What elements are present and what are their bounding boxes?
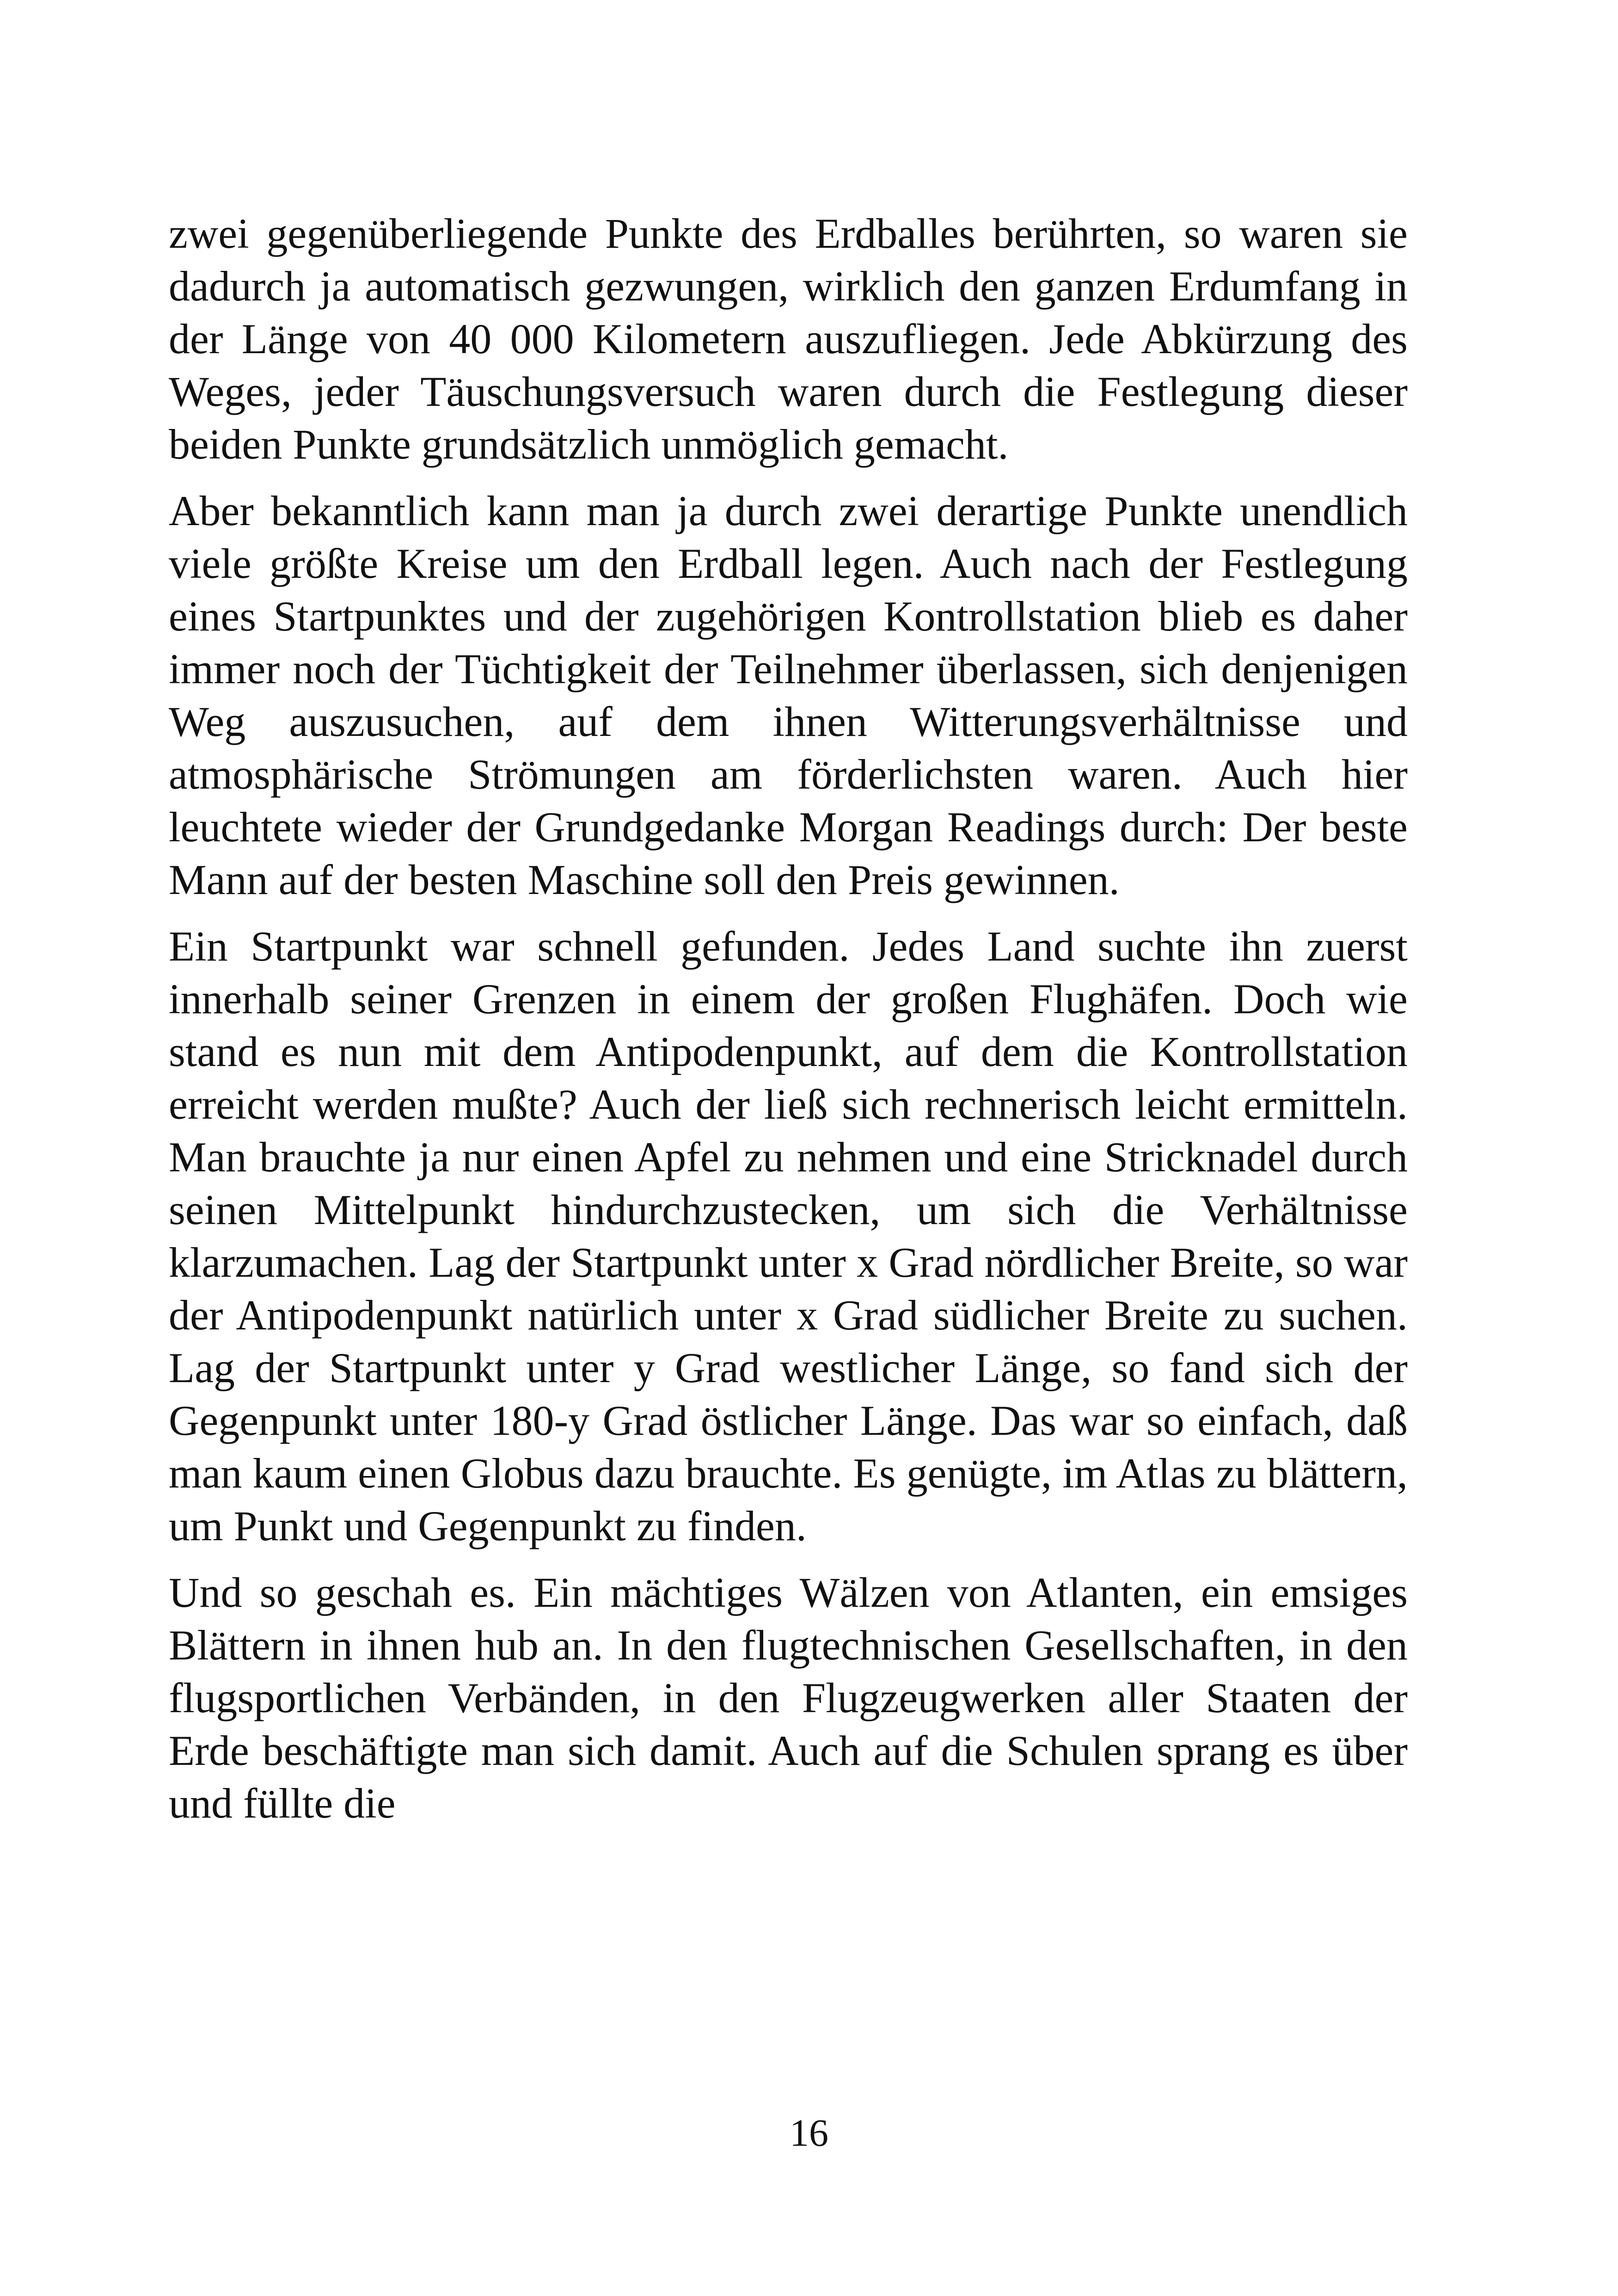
paragraph-2: Aber bekanntlich kann man ja durch zwei derartige Punkte unendlich viele größte Kreise um den Erdball legen. Auch nach der Festlegung eines Startpunktes und der zugehörigen Kontrollstation blieb es daher immer noch der Tüchtigkeit der Teilnehmer überlassen, sich denjenigen Weg auszusuchen, auf dem ihnen Witterungsverhältnisse und atmosphärische Strömungen am förderlichsten waren. Auch hier leuchtete wieder der Grundgedanke Morgan Readings durch: Der beste Mann auf der besten Maschine soll den Preis gewinnen. [169, 487, 1408, 903]
paragraph-1: zwei gegenüberliegende Punkte des Erdballes berührten, so waren sie dadurch ja automatisch gezwungen, wirklich den ganzen Erdumfang in der Länge von 40 000 Kilometern auszufliegen. Jede Abkürzung des Weges, jeder Täuschungsversuch waren durch die Festlegung dieser beiden Punkte grundsätzlich unmöglich gemacht. [169, 210, 1408, 468]
paragraph-4: Und so geschah es. Ein mächtiges Wälzen von Atlanten, ein emsiges Blättern in ihnen hub an. In den flugtechnischen Gesellschaften, in den flugsportlichen Verbänden, in den Flugzeugwerken aller Staaten der Erde beschäftigte man sich damit. Auch auf die Schulen sprang es über und füllte die [169, 1569, 1408, 1827]
body-text [169, 207, 1408, 1830]
paragraph-3: Ein Startpunkt war schnell gefunden. Jedes Land suchte ihn zuerst innerhalb seiner Grenzen in einem der großen Flughäfen. Doch wie stand es nun mit dem Antipodenpunkt, auf dem die Kontrollstation erreicht werden mußte? Auch der ließ sich rechnerisch leicht ermitteln. Man brauchte ja nur einen Apfel zu nehmen und eine Stricknadel durch seinen Mittelpunkt hindurchzustecken, um sich die Verhältnisse klarzumachen. Lag der Startpunkt unter x Grad nördlicher Breite, so war der Antipodenpunkt natürlich unter x Grad südlicher Breite zu suchen. Lag der Startpunkt unter y Grad westlicher Länge, so fand sich der Gegenpunkt unter 180-y Grad östlicher Länge. Das war so einfach, daß man kaum einen Globus dazu brauchte. Es genügte, im Atlas zu blättern, um Punkt und Gegenpunkt zu finden. [169, 923, 1408, 1549]
page-number: 16 [790, 2112, 828, 2155]
